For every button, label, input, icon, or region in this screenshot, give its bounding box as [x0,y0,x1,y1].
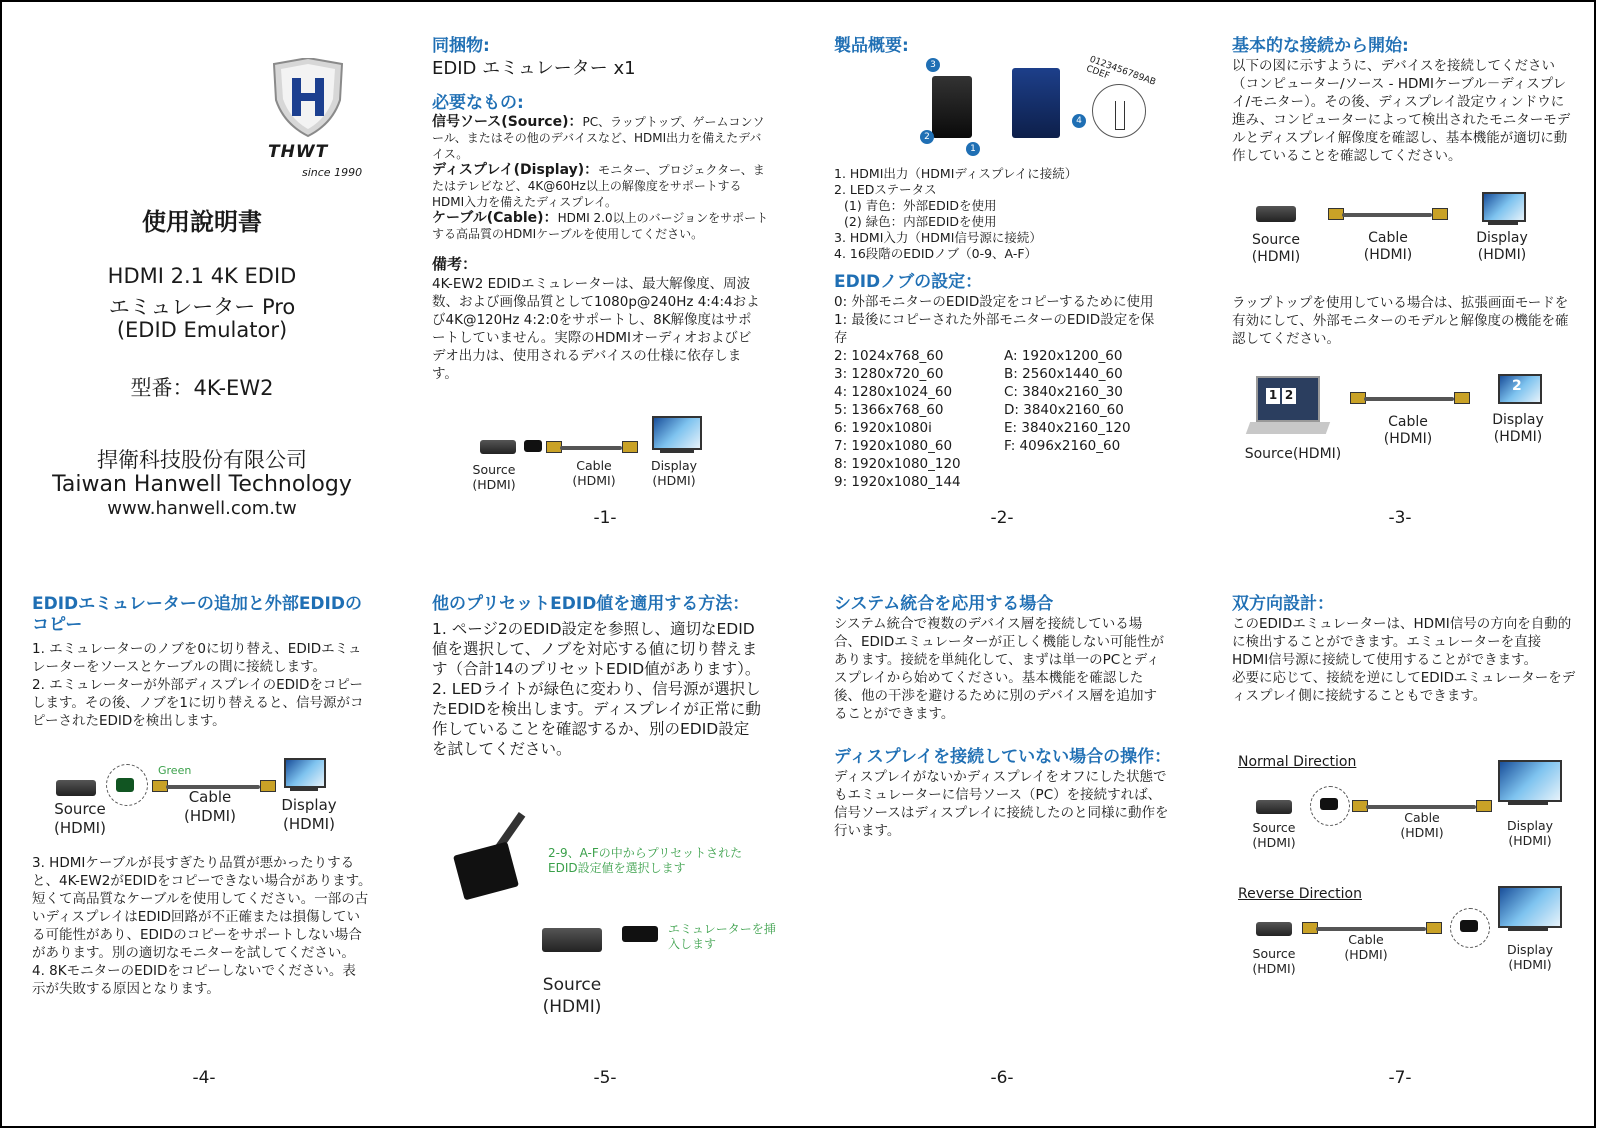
required-heading: 必要なもの: [432,93,524,113]
copy-step-4: 4. 8KモニターのEDIDをコピーしないでください。表示が失敗する原因となります。 [32,963,356,997]
reverse-direction-label: Reverse Direction [1238,886,1362,902]
knob-1: 1: 最後にコピーされた外部モニターのEDID設定を保存 [834,312,1155,346]
contents-text: EDID エミュレーター x1 [432,58,636,79]
hdmi-label-text: (HDMI) [1493,429,1543,445]
required-cable [432,210,772,242]
display-label-text: Display [650,458,698,473]
bidirectional-text-1: このEDIDエミュレーターは、HDMI信号の方向を自動的に検出することができます。エミュレーターを直接HDMI信号源に接続して使用することができます。 [1232,616,1572,668]
plug-icon [260,780,276,792]
normal-direction-diagram [1236,754,1566,864]
model-number: 型番：4K-EW2 [130,376,274,400]
copy-heading: EDIDエミュレーターの追加と外部EDIDのコピー [32,594,362,635]
note-text: 4K-EW2 EDIDエミュレーターは、最大解像度、周波数、および画像品質として1080p@240Hz 4:4:4および4K@120Hz 4:2:0をサポートし、8K解像度はサポートしていません。実際のHDMIオーディオおよびビデオ出力は、使用されるデバイスの仕様に依存します。 [432,276,760,382]
display-icon [1498,886,1562,928]
diagram-cable-label [1378,414,1438,448]
page-3 [1232,36,1572,165]
hdmi-label-text: (HDMI) [1400,825,1444,840]
diagram-source-label [1244,946,1304,976]
knob-7: 7: 1920x1080_60 [834,438,953,454]
emulator-icon [1460,920,1478,932]
callout-3: 3 [926,58,940,72]
cable-label-text: Cable [1348,932,1384,947]
diagram-source-label [46,800,114,838]
display-icon [652,416,702,450]
cable-line [1364,397,1454,401]
knob-col-left [834,347,1004,491]
page-2 [834,36,1174,57]
green-led-label: Green [158,764,192,777]
page-5 [432,594,772,759]
bidirectional-heading: 双方向設計： [1232,594,1334,614]
nodisplay-text: ディスプレイがないかディスプレイをオフにした状態でもエミュレーターに信号ソース（PC）を接続すれば、信号ソースはディスプレイに接続したのと同様に動作を行います。 [834,769,1169,839]
page-5-insert-image [532,922,782,1022]
page-6 [834,594,1174,840]
hdmi-label-text: (HDMI) [652,473,696,488]
page-5-knob-image [448,808,768,908]
page-4-lower [32,854,382,998]
cable-line [1342,213,1432,217]
hdmi-label-text: (HDMI) [1508,833,1552,848]
page-1 [432,36,772,383]
laptop-screen-1: 1 [1266,388,1280,404]
contents-heading: 同捆物: [432,36,490,56]
note-heading: 備考： [432,255,478,273]
knob-col-right [1004,347,1131,491]
laptop-screen-2: 2 [1282,388,1296,404]
emulator-front-icon [932,76,972,138]
shield-logo-icon [270,58,346,138]
cable-label-text: Cable [1368,230,1408,246]
doc-title: 使用說明書 [142,208,262,236]
product-line-2: エミュレーター Pro [108,295,296,319]
integration-text: システム統合で複数のデバイス層を接続している場合、EDIDエミュレーターが正しく機能しない可能性があります。接続を単純化して、まずは単一のPCとディスプレイから始めてください。基本機能を確認した後、他の干渉を避けるために別のデバイス層を追加することができます。 [834,616,1165,722]
diagram-display-label [1486,412,1550,446]
page-number-7: -7- [1388,1068,1412,1088]
page-4 [32,594,382,730]
cable-label-text: Cable [188,788,232,806]
display-label-text: Display [1476,230,1528,246]
page-number-1: -1- [593,508,617,528]
cable-label-text: Cable [1404,810,1440,825]
hdmi-label-text: (HDMI) [1477,247,1527,263]
plug-icon [622,441,638,453]
diagram-cable-label [564,458,624,488]
copy-steps-b [32,854,382,998]
overview-item-2b: (2) 緑色：内部EDIDを使用 [844,214,997,229]
diagram-source-label [1244,820,1304,850]
copy-steps-a [32,640,382,730]
display-icon [1498,760,1562,802]
source-box-icon [1256,922,1292,936]
source-label-text: Source [1251,232,1301,248]
knob-heading: EDIDノブの設定： [834,272,983,292]
knob-6: 6: 1920x1080i [834,420,932,436]
preset-heading: 他のプリセットEDID値を適用する方法： [432,594,750,614]
knob-e: E: 3840x2160_120 [1004,420,1131,436]
source-label-text: Source [472,462,516,477]
knob-d: D: 3840x2160_60 [1004,402,1124,418]
diagram-display-label [274,796,344,834]
diagram-display-label [1498,818,1562,848]
page-3-laptop-text [1232,294,1572,348]
source-box-icon [542,928,602,952]
cable-label: ケーブル(Cable)： [432,210,558,226]
hdmi-label-text: (HDMI) [1344,947,1388,962]
page-number-3: -3- [1388,508,1412,528]
knob-a: A: 1920x1200_60 [1004,348,1123,364]
display-icon [284,758,326,788]
emulator-back-icon [1012,68,1060,138]
website-link[interactable]: www.hanwell.com.tw [107,498,297,519]
brand-name: THWT [268,142,329,162]
emulator-knob-icon [453,842,519,901]
page-number-6: -6- [990,1068,1014,1088]
display-text: モニター、プロジェクター、またはテレビなど、4K@60Hz以上の解像度をサポートするHDMI入力を備えたディスプレイ。 [432,163,765,209]
laptop-base [1246,422,1330,434]
display-label-text: Display [1506,818,1554,833]
knob-table [834,347,1174,491]
page-3-diagram-1 [1248,192,1548,277]
source-label-text: Source [54,800,106,818]
source-label-text: Source [1252,820,1296,835]
emulator-icon [116,778,134,792]
preset-step-1: 1. ページ2のEDID設定を参照し、適切なEDID値を選択して、ノブを対応する値に切り替えます（合計14のプリセットEDID値があります）。 [432,620,761,678]
display-screen-2: 2 [1512,378,1522,394]
laptop-text: ラップトップを使用している場合は、拡張画面モードを有効にして、外部モニターのモデルと解像度の機能を確認してください。 [1232,295,1569,347]
source-label-text: Source [1252,946,1296,961]
reverse-direction-diagram [1236,886,1566,996]
display-stand [1508,928,1548,931]
overview-item-2: 2. LEDステータス [834,182,937,197]
knob-8: 8: 1920x1080_120 [834,456,961,472]
knob-f: F: 4096x2160_60 [1004,438,1121,454]
source-text: PC、ラップトップ、ゲームコンソール、またはその他のデバイスなど、HDMI出力を備えたデバイス。 [432,115,765,161]
insert-hint: エミュレーターを挿入します [668,922,776,951]
hdmi-label-text: (HDMI) [283,815,335,833]
callout-4: 4 [1072,114,1086,128]
cable-label-text: Cable [1388,414,1428,430]
hdmi-label-text: (HDMI) [1508,957,1552,972]
knob-b: B: 2560x1440_60 [1004,366,1123,382]
display-icon [1482,192,1526,222]
bidirectional-text-2: 必要に応じて、接続を逆にしてEDIDエミュレーターをディスプレイ側に接続することもできます。 [1232,670,1576,704]
plug-icon [1454,392,1470,404]
page-number-4: -4- [192,1068,216,1088]
product-line-1: HDMI 2.1 4K EDID [107,264,297,288]
diagram-cable-label [1358,230,1418,264]
emulator-icon [622,926,658,942]
hdmi-label-text: (HDMI) [1252,835,1296,850]
hdmi-label-text: (HDMI) [572,473,616,488]
hdmi-label-text: (HDMI) [472,477,516,492]
display-stand [1488,222,1518,225]
overview-list [834,166,1174,491]
plug-icon [1476,800,1492,812]
copy-step-1: 1. エミュレーターのノブを0に切り替え、EDIDエミュレーターをソースとケーブルの間に接続します。 [32,641,362,675]
display-label: ディスプレイ(Display)： [432,162,599,178]
knob-4: 4: 1280x1024_60 [834,384,953,400]
source-box-icon [56,780,96,796]
source-box-icon [480,440,516,454]
page-7 [1232,594,1577,705]
diagram-cable-label [176,788,244,826]
source-label-text: Source [542,975,602,995]
knob-0: 0: 外部モニターのEDID設定をコピーするために使用 [834,294,1154,310]
basic-text: 以下の図に示すように、デバイスを接続してください（コンピューター/ソース - HDMIケーブル－ディスプレイ/モニター）。その後、ディスプレイ設定ウィンドウに進み、コンピューターによって検出されたモニターモデルとディスプレイ解像度を確認し、基本機能が適切に動作していることを確認してください。 [1232,58,1571,164]
overview-heading: 製品概要: [834,36,909,56]
product-line-3: (EDID Emulator) [116,318,288,342]
page-1-diagram [472,412,732,502]
overview-item-2a: (1) 青色：外部EDIDを使用 [844,198,997,213]
diagram-display-label [644,458,704,488]
callout-1: 1 [966,142,980,156]
callout-2: 2 [920,130,934,144]
company-en: Taiwan Hanwell Technology [52,472,352,497]
preset-hint: 2-9、A-Fの中からプリセットされたEDID設定値を選択します [548,846,743,875]
knob-dial-values: 0123456789ABCDEF [1084,54,1157,88]
diagram-source-label [464,462,524,492]
display-stand [290,788,318,791]
source-box-icon [1256,800,1292,814]
page-number-2: -2- [990,508,1014,528]
page-number-5: -5- [593,1068,617,1088]
cable-line [560,446,622,450]
company-zh: 捍衛科技股份有限公司 [97,448,307,472]
diagram-source-hdmi-label: Source(HDMI) [1244,446,1342,462]
overview-item-4: 4. 16段階のEDIDノブ（0-9、A-F） [834,246,1038,261]
diagram-cable-label [1392,810,1452,840]
hdmi-label-text: (HDMI) [54,819,106,837]
nodisplay-heading: ディスプレイを接続していない場合の操作： [834,747,1172,767]
hdmi-label-text: (HDMI) [542,997,602,1017]
diagram-source-label [532,974,612,1018]
integration-heading: システム統合を応用する場合 [834,594,1054,614]
knob-5: 5: 1366x768_60 [834,402,944,418]
source-label: 信号ソース(Source)： [432,114,583,130]
cable-label-text: Cable [576,458,612,473]
plug-icon [1432,208,1448,220]
required-display [432,162,772,210]
cable-line [1366,805,1476,809]
product-image [922,56,1162,156]
knob-2: 2: 1024x768_60 [834,348,944,364]
required-source [432,114,772,162]
page-3-diagram-2 [1242,374,1562,474]
hdmi-label-text: (HDMI) [1363,247,1413,263]
display-stand [1508,802,1548,805]
preset-step-2: 2. LEDライトが緑色に変わり、信号源が選択したEDIDを検出します。ディスプレイが正常に動作していることを確認するか、別のEDID設定を試してください。 [432,680,761,758]
diagram-display-label [1498,942,1562,972]
display-label-text: Display [281,796,337,814]
basic-heading: 基本的な接続から開始: [1232,36,1409,56]
cable-text: HDMI 2.0以上のバージョンをサポートする高品質のHDMIケーブルを使用してください。 [432,211,769,241]
emulator-icon [524,440,542,452]
copy-step-2: 2. エミュレーターが外部ディスプレイのEDIDをコピーします。その後、ノブを1に切り替えると、信号源がコピーされたEDIDを検出します。 [32,677,364,729]
cover-panel [32,42,372,522]
display-stand [660,450,694,453]
preset-steps [432,619,772,759]
hdmi-label-text: (HDMI) [1252,961,1296,976]
knob-9: 9: 1920x1080_144 [834,474,961,490]
source-box-icon [1256,206,1296,222]
emulator-icon [1320,798,1338,810]
diagram-source-label [1246,232,1306,266]
diagram-cable-label [1336,932,1396,962]
diagram-display-label [1470,230,1534,264]
cable-line [1316,927,1426,931]
hdmi-label-text: (HDMI) [1251,249,1301,265]
brand-since: since 1990 [302,166,363,179]
display-label-text: Display [1506,942,1554,957]
knob-3: 3: 1280x720_60 [834,366,944,382]
display-label-text: Display [1492,412,1544,428]
overview-item-1: 1. HDMI出力（HDMIディスプレイに接続） [834,166,1078,181]
overview-item-3: 3. HDMI入力（HDMI信号源に接続） [834,230,1042,245]
copy-step-3: 3. HDMIケーブルが長すぎたり品質が悪かったりすると、4K-EW2がEDIDをコピーできない場合があります。短くて高品質なケーブルを使用してください。一部の古いディスプレイはEDID回路が不正確または損傷している可能性があり、EDIDのコピーをサポートしない場合があります。別の適切なモニターを試してください。 [32,855,372,961]
knob-c: C: 3840x2160_30 [1004,384,1123,400]
normal-direction-label: Normal Direction [1238,754,1357,770]
page-4-diagram [52,758,352,848]
hdmi-label-text: (HDMI) [1383,431,1433,447]
plug-icon [1426,922,1442,934]
hdmi-label-text: (HDMI) [184,807,236,825]
